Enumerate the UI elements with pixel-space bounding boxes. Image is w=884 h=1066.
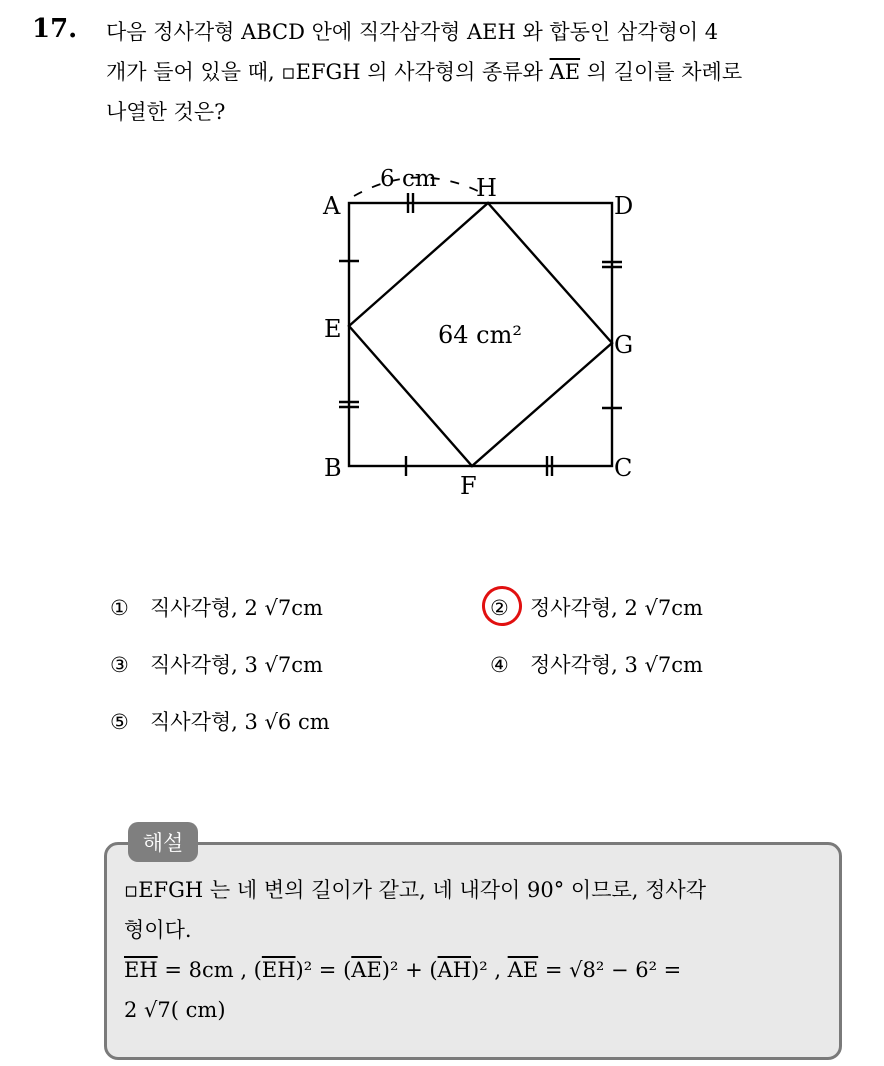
ae-overline: $\overline{AE}$ [549, 60, 581, 84]
label-d: D [614, 192, 634, 220]
choice-3[interactable] [110, 651, 323, 679]
choice-2-text: 정사각형, 2 √7cm [530, 596, 703, 620]
choice-5-text: 직사각형, 3 √6 cm [150, 710, 330, 734]
question-line-1: 다음 정사각형 ABCD 안에 직각삼각형 AEH 와 합동인 삼각형이 4 [106, 20, 719, 44]
choice-5-mark: ⑤ [110, 710, 129, 734]
question-line-2: 개가 들어 있을 때, ▫EFGH 의 사각형의 종류와 $\overline{AE}$ 의 길이를 차례로 [106, 60, 743, 84]
square-figure [300, 150, 660, 510]
solution-line-3: $\overline{EH} = 8cm$ , $(\overline{EH})^2 = (\overline{AE})^2 + (\overline{AH})^2$ , $\overline{AE} = √8^2 - 6^2$ = [124, 958, 682, 982]
choice-4-text: 정사각형, 3 √7cm [530, 653, 703, 677]
choice-1-text: 직사각형, 2 √7cm [150, 596, 323, 620]
choice-1-mark: ① [110, 596, 129, 620]
label-h: H [476, 174, 497, 202]
question-number: 17. [32, 14, 78, 44]
choice-5[interactable] [110, 708, 330, 736]
solution-line-1: ▫EFGH 는 네 변의 길이가 같고, 네 내각이 90° 이므로, 정사각 [124, 878, 706, 902]
area-label: 64 cm² [438, 321, 522, 349]
choice-1[interactable] [110, 594, 323, 622]
choice-2-mark: ② [490, 596, 509, 620]
label-g: G [614, 331, 634, 359]
choice-4[interactable] [490, 651, 703, 679]
selected-answer-circle [478, 582, 525, 629]
label-e: E [324, 315, 342, 343]
label-c: C [614, 454, 633, 482]
label-b: B [324, 454, 342, 482]
solution-tag: 해설 [128, 822, 198, 862]
choice-4-mark: ④ [490, 653, 509, 677]
choice-3-mark: ③ [110, 653, 129, 677]
question-line-3: 나열한 것은? [106, 100, 226, 124]
solution-text [124, 870, 834, 1030]
question-text [106, 12, 866, 132]
label-a: A [323, 192, 341, 220]
top-length-label: 6 cm [380, 166, 437, 192]
choice-3-text: 직사각형, 3 √7cm [150, 653, 323, 677]
solution-line-4: 2 √7( cm) [124, 998, 226, 1022]
solution-line-2: 형이다. [124, 918, 192, 942]
label-f: F [460, 472, 477, 500]
